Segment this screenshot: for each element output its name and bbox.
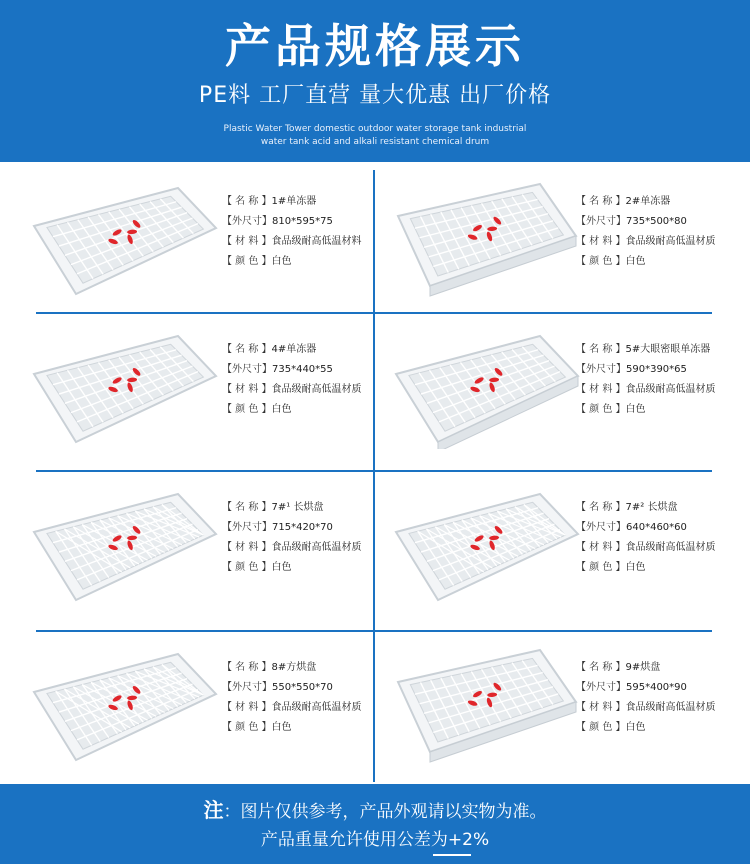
spec-row-material <box>576 698 716 718</box>
header-banner <box>0 0 750 162</box>
spec-value-name: 9#烘盘 <box>625 662 661 673</box>
spec-value-color: 白色 <box>625 722 646 733</box>
spec-row-size <box>576 678 716 698</box>
product-image <box>28 176 218 301</box>
spec-row-color <box>576 558 716 578</box>
spec-value-material: 食品级耐高低温材质 <box>271 384 362 395</box>
spec-value-size: 590*390*65 <box>626 364 687 375</box>
spec-label-name: 【 名 称 】 <box>576 502 626 513</box>
page-subtitle: PE料 工厂直营 量大优惠 出厂价格 <box>198 83 552 108</box>
tray-illustration <box>390 324 580 449</box>
spec-label-color: 【 颜 色 】 <box>222 404 272 415</box>
spec-row-color <box>222 400 362 420</box>
grid-vertical-divider <box>373 170 375 782</box>
spec-label-name: 【 名 称 】 <box>222 344 272 355</box>
spec-value-color: 白色 <box>271 256 292 267</box>
spec-label-name: 【 名 称 】 <box>222 662 272 673</box>
spec-row-color <box>576 252 716 272</box>
product-image <box>390 642 580 767</box>
tray-illustration <box>390 642 580 767</box>
tray-illustration <box>28 176 218 301</box>
spec-row-material <box>222 538 362 558</box>
spec-label-material: 【 材 料 】 <box>222 542 272 553</box>
product-spec <box>576 192 716 272</box>
spec-value-name: 4#单冻器 <box>271 344 317 355</box>
spec-value-color: 白色 <box>625 404 646 415</box>
spec-value-color: 白色 <box>271 404 292 415</box>
row-divider <box>374 312 712 314</box>
spec-row-material <box>576 232 716 252</box>
tolerance-underline <box>433 854 471 856</box>
spec-value-size: 735*440*55 <box>272 364 333 375</box>
spec-label-size: 【外尺寸】 <box>576 364 626 375</box>
spec-value-name: 1#单冻器 <box>271 196 317 207</box>
spec-row-name <box>222 498 362 518</box>
spec-row-name <box>576 498 716 518</box>
spec-row-color <box>222 252 362 272</box>
product-spec <box>576 498 716 578</box>
spec-value-name: 8#方烘盘 <box>271 662 317 673</box>
spec-value-color: 白色 <box>625 256 646 267</box>
tray-illustration <box>28 482 218 607</box>
product-image <box>28 482 218 607</box>
spec-label-color: 【 颜 色 】 <box>222 256 272 267</box>
product-spec <box>576 340 716 420</box>
product-spec <box>222 658 362 738</box>
spec-row-color <box>222 558 362 578</box>
spec-label-material: 【 材 料 】 <box>576 702 626 713</box>
spec-label-size: 【外尺寸】 <box>576 216 626 227</box>
spec-row-size <box>576 360 716 380</box>
english-caption-line1: Plastic Water Tower domestic outdoor water storage tank industrial <box>223 124 527 134</box>
spec-value-name: 2#单冻器 <box>625 196 671 207</box>
row-divider <box>36 630 374 632</box>
spec-value-material: 食品级耐高低温材质 <box>625 236 716 247</box>
product-spec <box>576 658 716 738</box>
spec-row-material <box>222 232 362 252</box>
spec-value-size: 810*595*75 <box>272 216 333 227</box>
spec-label-color: 【 颜 色 】 <box>222 562 272 573</box>
spec-row-material <box>222 698 362 718</box>
row-divider <box>36 312 374 314</box>
row-divider <box>374 470 712 472</box>
note-text: ：图片仅供参考，产品外观请以实物为准。 <box>223 802 547 822</box>
spec-row-color <box>222 718 362 738</box>
spec-label-material: 【 材 料 】 <box>222 236 272 247</box>
footer-note <box>0 798 750 824</box>
row-divider <box>36 470 374 472</box>
spec-value-material: 食品级耐高低温材料 <box>271 236 362 247</box>
spec-row-name <box>222 192 362 212</box>
spec-value-size: 640*460*60 <box>626 522 687 533</box>
spec-label-material: 【 材 料 】 <box>576 542 626 553</box>
spec-label-color: 【 颜 色 】 <box>576 722 626 733</box>
tray-illustration <box>28 324 218 449</box>
spec-value-color: 白色 <box>625 562 646 573</box>
product-spec <box>222 498 362 578</box>
spec-row-color <box>576 718 716 738</box>
spec-row-size <box>576 212 716 232</box>
spec-row-size <box>222 678 362 698</box>
spec-row-name <box>576 340 716 360</box>
spec-label-color: 【 颜 色 】 <box>576 256 626 267</box>
spec-label-color: 【 颜 色 】 <box>576 562 626 573</box>
spec-label-material: 【 材 料 】 <box>222 384 272 395</box>
spec-value-name: 7#² 长烘盘 <box>625 502 678 513</box>
spec-row-size <box>222 518 362 538</box>
spec-label-material: 【 材 料 】 <box>576 384 626 395</box>
note-prefix: 注 <box>203 798 224 822</box>
spec-label-name: 【 名 称 】 <box>576 196 626 207</box>
spec-row-name <box>222 658 362 678</box>
spec-label-name: 【 名 称 】 <box>222 502 272 513</box>
spec-value-size: 735*500*80 <box>626 216 687 227</box>
spec-row-material <box>222 380 362 400</box>
footer-banner <box>0 784 750 864</box>
spec-value-color: 白色 <box>271 562 292 573</box>
spec-label-size: 【外尺寸】 <box>222 216 272 227</box>
spec-label-material: 【 材 料 】 <box>222 702 272 713</box>
spec-value-material: 食品级耐高低温材质 <box>625 702 716 713</box>
product-image <box>28 324 218 449</box>
product-spec <box>222 340 362 420</box>
row-divider <box>374 630 712 632</box>
spec-label-color: 【 颜 色 】 <box>576 404 626 415</box>
spec-row-material <box>576 538 716 558</box>
spec-label-size: 【外尺寸】 <box>576 682 626 693</box>
spec-label-size: 【外尺寸】 <box>222 682 272 693</box>
tray-illustration <box>390 176 580 301</box>
spec-label-size: 【外尺寸】 <box>576 522 626 533</box>
footer-tolerance: 产品重量允许使用公差为+2% <box>260 830 490 850</box>
product-spec <box>222 192 362 272</box>
page-title: 产品规格展示 <box>225 19 525 73</box>
spec-row-size <box>576 518 716 538</box>
spec-value-name: 5#大眼密眼单冻器 <box>625 344 711 355</box>
spec-label-name: 【 名 称 】 <box>576 344 626 355</box>
spec-value-size: 550*550*70 <box>272 682 333 693</box>
spec-value-material: 食品级耐高低温材质 <box>625 542 716 553</box>
spec-value-size: 715*420*70 <box>272 522 333 533</box>
product-image <box>390 176 580 301</box>
spec-value-material: 食品级耐高低温材质 <box>625 384 716 395</box>
spec-value-material: 食品级耐高低温材质 <box>271 702 362 713</box>
english-caption-line2: water tank acid and alkali resistant chemical drum <box>260 137 490 147</box>
spec-label-size: 【外尺寸】 <box>222 364 272 375</box>
spec-label-name: 【 名 称 】 <box>222 196 272 207</box>
product-image <box>390 482 580 607</box>
spec-value-material: 食品级耐高低温材质 <box>271 542 362 553</box>
spec-row-name <box>576 192 716 212</box>
spec-row-name <box>222 340 362 360</box>
spec-value-name: 7#¹ 长烘盘 <box>271 502 324 513</box>
tray-illustration <box>28 642 218 767</box>
spec-label-size: 【外尺寸】 <box>222 522 272 533</box>
spec-value-color: 白色 <box>271 722 292 733</box>
spec-row-color <box>576 400 716 420</box>
product-image <box>28 642 218 767</box>
spec-row-size <box>222 212 362 232</box>
spec-value-size: 595*400*90 <box>626 682 687 693</box>
spec-row-material <box>576 380 716 400</box>
spec-label-color: 【 颜 色 】 <box>222 722 272 733</box>
product-image <box>390 324 580 449</box>
spec-label-material: 【 材 料 】 <box>576 236 626 247</box>
spec-row-name <box>576 658 716 678</box>
spec-row-size <box>222 360 362 380</box>
tray-illustration <box>390 482 580 607</box>
spec-label-name: 【 名 称 】 <box>576 662 626 673</box>
